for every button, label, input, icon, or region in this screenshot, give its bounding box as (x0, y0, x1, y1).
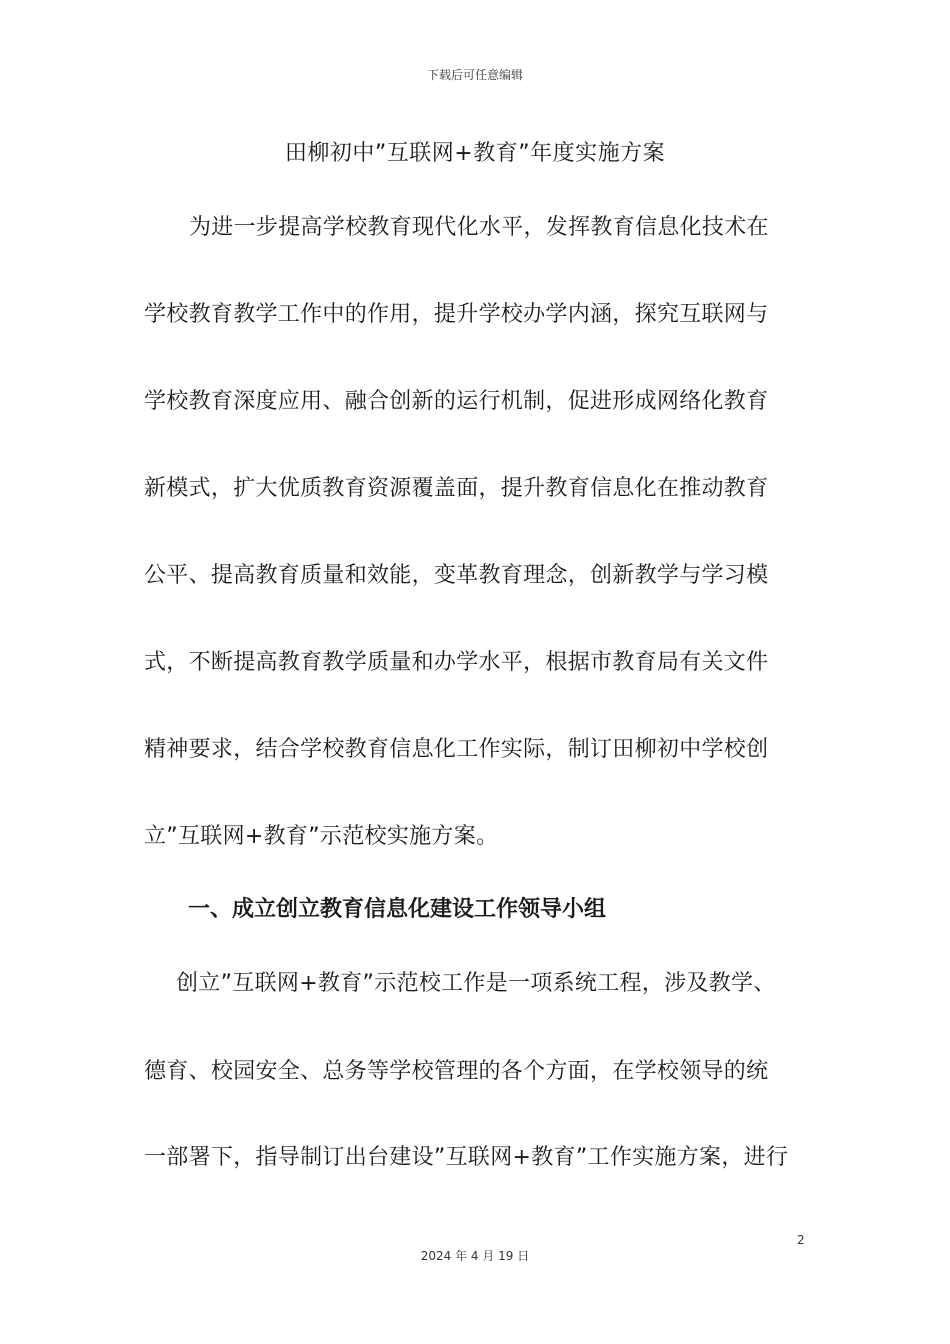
document-title: 田柳初中”互联网+教育”年度实施方案 (284, 141, 666, 166)
page-footer-date: 2024 年 4 月 19 日 (420, 1249, 530, 1263)
paragraph-line: 式，不断提高教育教学质量和办学水平，根据市教育局有关文件 (144, 650, 769, 675)
paragraph-line: 精神要求，结合学校教育信息化工作实际，制订田柳初中学校创 (144, 737, 769, 762)
paragraph-line: 为进一步提高学校教育现代化水平，发挥教育信息化技术在 (189, 215, 769, 240)
paragraph-line: 一部署下，指导制订出台建设”互联网+教育”工作实施方案，进行 (144, 1145, 789, 1170)
section-heading: 一、成立创立教育信息化建设工作领导小组 (188, 897, 607, 922)
paragraph-line: 公平、提高教育质量和效能，变革教育理念，创新教学与学习模 (144, 563, 769, 588)
paragraph-line: 学校教育教学工作中的作用，提升学校办学内涵，探究互联网与 (144, 302, 769, 327)
page-header: 下载后可任意编辑 (426, 68, 523, 82)
paragraph-line: 立”互联网+教育”示范校实施方案。 (144, 824, 499, 849)
paragraph-line: 学校教育深度应用、融合创新的运行机制，促进形成网络化教育 (144, 389, 769, 414)
paragraph-line: 德育、校园安全、总务等学校管理的各个方面，在学校领导的统 (144, 1059, 769, 1084)
paragraph-line: 新模式，扩大优质教育资源覆盖面，提升教育信息化在推动教育 (144, 476, 769, 501)
paragraph-line: 创立”互联网+教育”示范校工作是一项系统工程，涉及教学、 (176, 971, 776, 996)
page-number: 2 (797, 1233, 805, 1247)
